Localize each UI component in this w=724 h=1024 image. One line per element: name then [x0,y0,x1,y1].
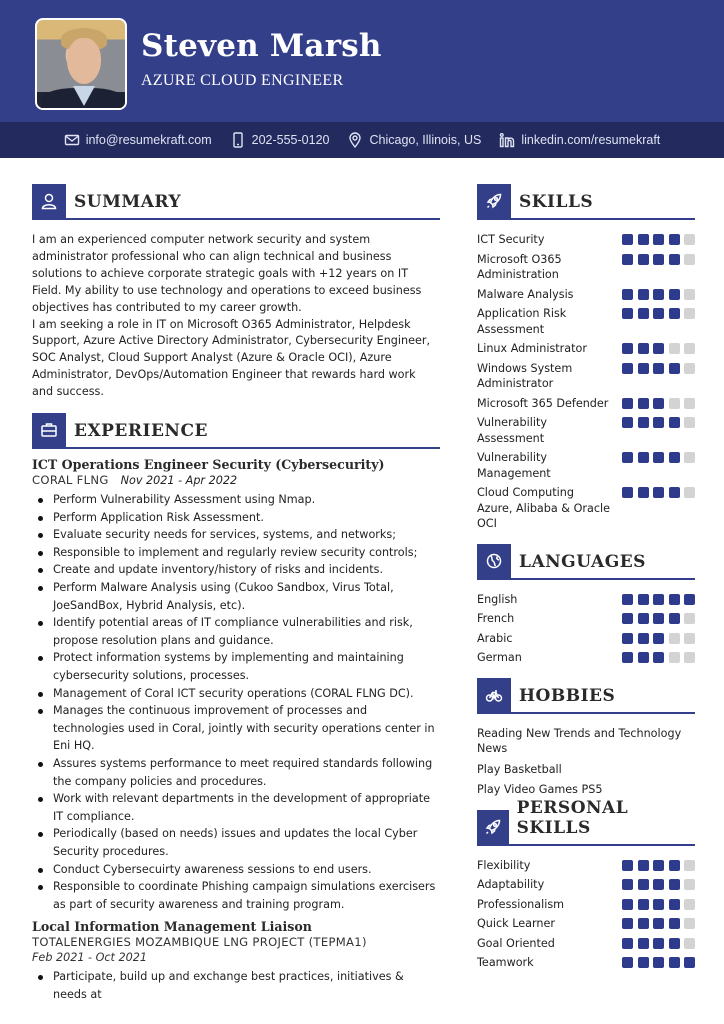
job-title: ICT Operations Engineer Security (Cybersecurity) [32,457,385,473]
rating-dot-filled [622,879,633,890]
rating-row [477,396,695,412]
rating-dot-filled [638,452,649,463]
rating-dot-filled [653,398,664,409]
skills-section [477,186,695,532]
rating-dot-empty [684,398,695,409]
main-column [32,186,440,1018]
rating-dot-filled [622,957,633,968]
bullet-item: Work with relevant departments in the development of appropriate IT compliance. [32,790,440,825]
rating-dot-empty [669,398,680,409]
rating-label: Goal Oriented [477,936,555,950]
rating-dot-filled [622,594,633,605]
rating-dot-empty [684,363,695,374]
rating-dot-filled [669,308,680,319]
rating-dot-filled [669,899,680,910]
rating-dot-empty [684,899,695,910]
rating-dots [622,306,695,319]
rating-dot-empty [684,860,695,871]
rating-dot-filled [669,363,680,374]
job-entry [32,919,440,1003]
rating-dot-filled [638,633,649,644]
rating-dot-filled [622,417,633,428]
candidate-name: Steven Marsh [141,28,382,64]
rating-dot-filled [622,398,633,409]
rating-dot-filled [653,452,664,463]
rating-dot-filled [653,343,664,354]
rating-dot-filled [653,879,664,890]
bullet-item: Periodically (based on needs) issues and updates the local Cyber Security procedures. [32,825,440,860]
rating-dot-filled [653,289,664,300]
bullet-item: Identify potential areas of IT compliance vulnerabilities and risk, propose resolution plans and guidance. [32,614,440,649]
rating-dots [622,897,695,910]
contact-bar [0,122,724,158]
rating-row [477,650,695,666]
rating-dot-empty [684,254,695,265]
rating-dot-filled [653,363,664,374]
rating-dot-filled [638,487,649,498]
bullet-item: Management of Coral ICT security operations (CORAL FLNG DC). [32,685,440,703]
rocket-icon [484,818,502,836]
rating-dot-filled [653,918,664,929]
rating-dots [622,232,695,245]
rating-dot-empty [669,633,680,644]
rating-dot-filled [638,879,649,890]
rating-label: Adaptability [477,878,545,891]
rating-dot-filled [622,860,633,871]
rating-row [477,485,695,532]
rating-dot-filled [653,613,664,624]
rating-dot-filled [622,652,633,663]
resume-header [0,0,724,122]
rating-label: Professionalism [477,897,565,911]
rating-label: French [477,612,515,625]
rating-label: Vulnerability Assessment [477,416,547,445]
rating-row [477,415,695,446]
rating-dot-filled [669,594,680,605]
rating-dot-filled [653,957,664,968]
rating-dot-filled [653,652,664,663]
rating-dot-empty [669,343,680,354]
rating-row [477,897,695,913]
rating-dot-empty [684,417,695,428]
rating-label: Linux Administrator [477,342,587,355]
rating-dot-filled [638,343,649,354]
rating-row [477,306,695,337]
rating-dot-filled [669,918,680,929]
rating-dot-filled [638,289,649,300]
linkedin-icon [499,132,515,148]
bullet-item: Perform Malware Analysis using (Cukoo Sandbox, Virus Total, JoeSandBox, Hybrid Analysis, etc). [32,579,440,614]
rating-dots [622,858,695,871]
bullet-item: Manages the continuous improvement of processes and technologies used in Coral, jointly with security operations center in Eni HQ. [32,702,440,755]
rating-label: Flexibility [477,858,531,872]
job-bullets [32,491,440,913]
bullet-item: Perform Application Risk Assessment. [32,509,440,527]
mail-icon [64,132,80,148]
rating-row [477,361,695,392]
rating-dots [622,485,695,498]
bullet-item: Protect information systems by implementing and maintaining cybersecurity solutions, processes. [32,649,440,684]
bullet-item: Responsible to implement and regularly review security controls; [32,544,440,562]
rating-dot-filled [638,860,649,871]
rating-row [477,232,695,248]
phone-icon [230,132,246,148]
summary-section [32,186,440,401]
briefcase-icon [40,421,58,439]
contact-email[interactable]: info@resumekraft.com [64,132,212,148]
rating-dots [622,936,695,949]
rating-dot-filled [638,308,649,319]
rating-dot-filled [622,918,633,929]
rating-label: Cloud Computing Azure, Alibaba & Oracle OCI [477,486,610,530]
skills-list [477,232,695,532]
rating-dot-filled [622,613,633,624]
rating-row [477,252,695,283]
rating-dot-filled [638,918,649,929]
job-bullets [32,968,440,1003]
rating-dot-empty [684,652,695,663]
contact-phone[interactable]: 202-555-0120 [230,132,330,148]
rating-dot-filled [653,254,664,265]
rating-dot-filled [653,938,664,949]
rating-dot-empty [684,452,695,463]
company-name: CORAL FLNG [32,473,109,488]
rating-dot-filled [669,879,680,890]
section-title: SKILLS [519,192,594,212]
rating-row [477,611,695,627]
rating-dot-empty [684,487,695,498]
rating-dot-empty [684,633,695,644]
languages-list [477,592,695,666]
rating-dot-filled [638,398,649,409]
section-title: PERSONAL SKILLS [516,797,629,838]
rating-dot-filled [622,633,633,644]
rating-dot-empty [684,308,695,319]
rating-dot-filled [669,957,680,968]
rating-dot-filled [653,234,664,245]
bullet-item: Perform Vulnerability Assessment using Nmap. [32,491,440,509]
hobby-item: Reading New Trends and Technology News [477,726,682,755]
languages-section [477,546,695,666]
personal-skills-list [477,858,695,971]
bullet-item: Create and update inventory/history of risks and incidents. [32,561,440,579]
rating-dot-empty [684,613,695,624]
rating-dot-filled [669,860,680,871]
rating-label: Arabic [477,631,513,645]
rating-label: Microsoft 365 Defender [477,396,609,410]
rating-label: Application Risk Assessment [477,307,567,336]
summary-paragraph: I am an experienced computer network security and system administrator professional who can align technical and business solutions to achieve corporate strategic goals with +12 years on IT Field. My ability to use technology and operations to exceed business objectives has contributed to my career growth. [32,233,422,314]
summary-paragraph: I am seeking a role in IT on Microsoft O365 Administrator, Helpdesk Support, Azure Active Directory Administrator, Cybersecurity Engineer, SOC Analyst, Cloud Support Analyst (Azure & Oracle OCI), Azure Administrator, DevOps/Automation Engineer that rewards hard work and success. [32,317,431,399]
rating-dot-filled [669,417,680,428]
rating-dot-filled [669,938,680,949]
rating-dot-filled [638,899,649,910]
rating-dot-filled [622,938,633,949]
rating-dots [622,252,695,265]
rating-dot-filled [638,594,649,605]
rating-dot-empty [684,918,695,929]
profile-photo [35,18,127,110]
rating-dot-filled [638,938,649,949]
rating-row [477,955,695,971]
rating-dots [622,341,695,354]
rating-dots [622,955,695,968]
bullet-item: Conduct Cybersecuirty awareness sessions to end users. [32,861,440,879]
rating-label: Teamwork [477,956,534,969]
rating-dots [622,631,695,644]
rating-dot-empty [684,234,695,245]
hobby-item: Play Basketball [477,762,562,776]
experience-section [32,415,440,1003]
company-name: TOTALENERGIES MOZAMBIQUE LNG PROJECT (TEPMA1) [32,935,367,950]
job-entry [32,457,440,913]
hobbies-section [477,680,695,798]
user-icon [40,192,58,210]
rating-dot-empty [684,879,695,890]
rating-dot-filled [684,594,695,605]
rating-row [477,631,695,647]
rating-dots [622,287,695,300]
rating-dot-filled [653,308,664,319]
rating-dot-filled [622,452,633,463]
bullet-item: Responsible to coordinate Phishing campaign simulations exercisers as part of security awareness and training program. [32,878,440,913]
bullet-item: Participate, build up and exchange best practices, initiatives & needs at [32,968,440,1003]
rating-label: Windows System Administrator [477,361,573,390]
job-title: Local Information Management Liaison [32,919,312,935]
rating-dot-filled [669,487,680,498]
location-pin-icon [347,132,363,148]
rating-dot-filled [638,234,649,245]
rating-dots [622,415,695,428]
personal-skills-section [477,797,695,971]
rating-row [477,341,695,357]
rating-label: Vulnerability Management [477,451,551,480]
rating-dot-filled [622,289,633,300]
rating-dot-filled [622,254,633,265]
rating-dots [622,611,695,624]
rating-dot-filled [622,234,633,245]
rating-dot-filled [653,594,664,605]
rating-dots [622,396,695,409]
rating-row [477,877,695,893]
rating-dot-filled [669,452,680,463]
bullet-item: Evaluate security needs for services, systems, and networks; [32,526,440,544]
contact-linkedin[interactable]: linkedin.com/resumekraft [499,132,660,148]
contact-location: Chicago, Illinois, US [347,132,481,148]
rating-dot-empty [684,938,695,949]
sidebar-column [477,186,695,985]
rating-dot-filled [622,363,633,374]
rating-dots [622,361,695,374]
rating-dot-filled [669,234,680,245]
rating-dot-filled [638,417,649,428]
rocket-icon [485,192,503,210]
rating-label: German [477,651,522,664]
candidate-title: AZURE CLOUD ENGINEER [141,72,344,89]
rating-dot-filled [638,363,649,374]
rating-label: Malware Analysis [477,287,574,301]
rating-dot-filled [622,899,633,910]
rating-dot-filled [622,308,633,319]
rating-dots [622,916,695,929]
section-title: HOBBIES [519,685,616,706]
rating-dots [622,650,695,663]
bicycle-icon [485,686,503,704]
rating-label: English [477,592,518,606]
rating-dot-filled [669,613,680,624]
section-title: SUMMARY [74,192,182,212]
rating-dot-filled [653,633,664,644]
rating-dot-filled [638,613,649,624]
section-title: LANGUAGES [519,551,646,572]
rating-label: ICT Security [477,233,545,246]
rating-row [477,592,695,608]
hobby-item: Play Video Games PS5 [477,783,603,796]
section-title: EXPERIENCE [74,421,208,442]
rating-dot-filled [653,899,664,910]
rating-dot-filled [638,957,649,968]
bullet-item: Assures systems performance to meet required standards following the company policies and procedures. [32,755,440,790]
job-dates: Nov 2021 - Apr 2022 [120,474,238,488]
rating-label: Microsoft O365 Administration [477,252,562,281]
rating-dots [622,877,695,890]
rating-row [477,858,695,874]
rating-dots [622,592,695,605]
rating-dots [622,450,695,463]
job-dates: Feb 2021 - Oct 2021 [32,951,147,965]
rating-dot-filled [653,860,664,871]
rating-dot-filled [669,289,680,300]
rating-label: Quick Learner [477,917,555,930]
rating-dot-empty [684,343,695,354]
globe-icon [485,552,503,570]
rating-row [477,450,695,481]
rating-dot-filled [622,487,633,498]
rating-row [477,936,695,952]
rating-dot-empty [684,289,695,300]
rating-dot-filled [684,957,695,968]
rating-dot-filled [638,652,649,663]
rating-row [477,287,695,303]
rating-dot-filled [669,254,680,265]
rating-dot-filled [638,254,649,265]
rating-dot-empty [669,652,680,663]
rating-dot-filled [653,487,664,498]
rating-dot-filled [622,343,633,354]
rating-row [477,916,695,932]
rating-dot-filled [653,417,664,428]
